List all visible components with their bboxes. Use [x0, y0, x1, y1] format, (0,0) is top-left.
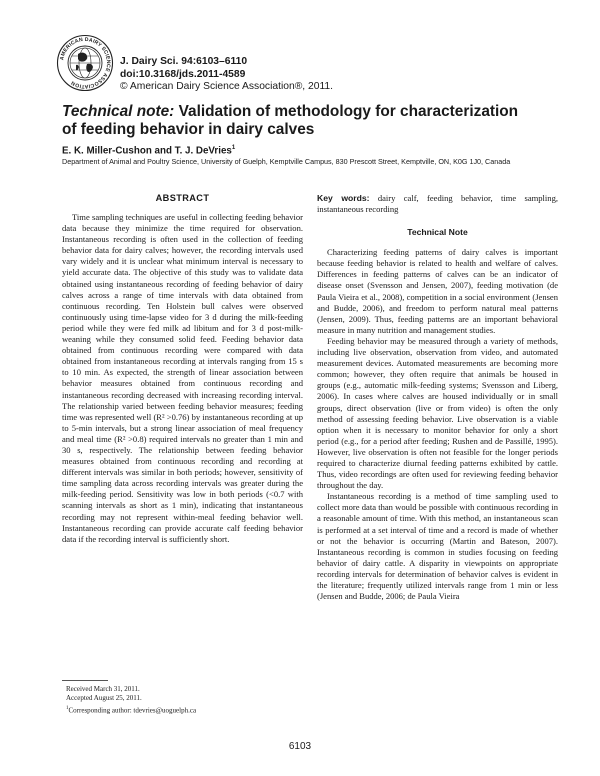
page-number: 6103 — [288, 741, 312, 752]
copyright: © American Dairy Science Association®, 2011. — [120, 81, 334, 93]
journal-logo — [56, 34, 114, 92]
title-line-1: Validation of methodology for characterization — [174, 103, 519, 120]
keywords-text: dairy calf, feeding behavior, time sampling, instantaneous recording — [317, 193, 558, 215]
svg-text:AMERICAN DAIRY SCIENCE ASSOCIA: AMERICAN DAIRY SCIENCE ASSOCIATION — [59, 36, 112, 90]
author-list — [62, 145, 235, 156]
section-heading-technical-note: Technical Note — [407, 227, 468, 238]
article-title — [62, 103, 562, 140]
right-column — [317, 193, 558, 602]
accepted-date: Accepted August 25, 2011. — [66, 694, 142, 703]
footnotes — [66, 685, 196, 715]
affiliation: Department of Animal and Poultry Science, University of Guelph, Kemptville Campus, 830 Prescott Street, Kemptville, ON, K0G 1J0, Canada — [62, 157, 511, 166]
corresponding-author-text: Corresponding author: tdevries@uoguelph.ca — [68, 705, 197, 714]
title-line-2: of feeding behavior in dairy calves — [62, 121, 315, 139]
author-footnote-mark: 1 — [231, 145, 236, 151]
footnote-divider — [62, 680, 108, 681]
journal-citation: J. Dairy Sci. 94:6103–6110 — [120, 56, 248, 67]
keywords-label: Key words: — [317, 193, 370, 203]
globe-emblem-icon — [56, 34, 114, 92]
corresponding-author — [66, 704, 196, 716]
title-prefix: Technical note: — [62, 103, 175, 120]
keywords — [317, 193, 558, 215]
author-names: E. K. Miller-Cushon and T. J. DeVries — [62, 145, 232, 157]
received-date: Received March 31, 2011. — [66, 685, 140, 693]
footnote-mark: 1 — [66, 705, 69, 711]
body-paragraph-3: Instantaneous recording is a method of time sampling used to collect more data than would be possible with continuous recording in a reasonable amount of time. With this method, an instantaneous scan is performed at a set interval of time and a record is made of whether or not the behavior is occurring (Martin and Bateson, 2007). Instantaneous recording is common in studies focusing on feeding behavior of dairy cattle. A disparity in viewpoints on appropriate recording intervals for determination of behavior calves is evident in the literature; frequently utilized intervals range from 1 min or less (Jensen and Budde, 2006; de Paula Vieira — [317, 491, 558, 602]
left-column — [62, 193, 303, 545]
doi: doi:10.3168/jds.2011-4589 — [120, 68, 246, 80]
abstract-text: Time sampling techniques are useful in collecting feeding behavior data because they minimize the time required for observation. Instantaneous recording is often used in the collection of feeding behavior data for dairy calves; however, the recording intervals used vary widely and it is unclear what minimum interval is necessary to yield accurate data. The objective of this study was to validate data obtained using instantaneous recording of feeding behavior of dairy calves across a range of time intervals with data obtained from continuous recording. Ten Holstein bull calves were observed continuously using time-lapse video for 3 d during the milk-feeding period while they were fed milk ad libitum and for 3 d post-milk-weaning while they consumed solid feed. Feeding behavior data obtained from continuous recording were compared with data obtained from instantaneous recording at intervals ranging from 15 s to 10 min. As expected, the strength of linear association between behavior measures obtained from continuous recording and instantaneous recording decreased with increasing recording interval. The relationship varied between feeding behavior measures; feeding time was represented well (R² >0.76) by instantaneous recording at up to 5-min intervals, but a strong linear association of meal frequency and meal time (R² >0.8) required intervals no greater than 1 min and 30 s, respectively. The relationship between feeding behavior measures obtained from continuous recording and recording at different intervals was similar in both periods; however, sensitivity of time sampling data across recording intervals was greater during the milk-feeding period. Sensitivity was low in both periods (<0.7 with scanning intervals as short as 1 min), indicating that instantaneous recording may not represent within-meal feeding behavior well. Instantaneous recording can provide accurate calf feeding behavior data if the recording interval is sufficiently short. — [62, 212, 303, 544]
citation-block — [120, 56, 333, 94]
body-paragraph-2: Feeding behavior may be measured through a variety of methods, including live observation, observation from video, and automated measurement devices. Automated measurements are becoming more common; however, they often require that animals be housed in groups (e.g., automatic milk-feeding systems; Svensson and Liberg, 2006). In cases where calves are housed individually or in small groups, direct observation (live or from video) is often the only method of assessing feeding behavior. Live observation is a viable option when it is necessary to monitor behavior for only a short period (e.g., for a period after feeding; Rushen and de Passillé, 1995). However, live observation is often not feasible for the longer periods required to characterize diurnal feeding patterns exhibited by cattle. Thus, video recordings are often used for reviewing feeding behavior throughout the day. — [317, 335, 558, 491]
abstract-heading: ABSTRACT — [155, 193, 210, 203]
body-paragraph-1: Characterizing feeding patterns of dairy calves is important because feeding behavior is related to health and welfare of calves. Differences in feeding patterns of calves can be an indicator of disease onset (Svensson and Jensen, 2007), feeding motivation (de Paula Vieira et al., 2008), competition in a social environment (Jensen and Budde, 2006), and freedom to perform natural meal patterns (Jensen, 2009). Thus, feeding patterns are an important behavioral measure in many nutrition and management studies. — [317, 247, 558, 335]
